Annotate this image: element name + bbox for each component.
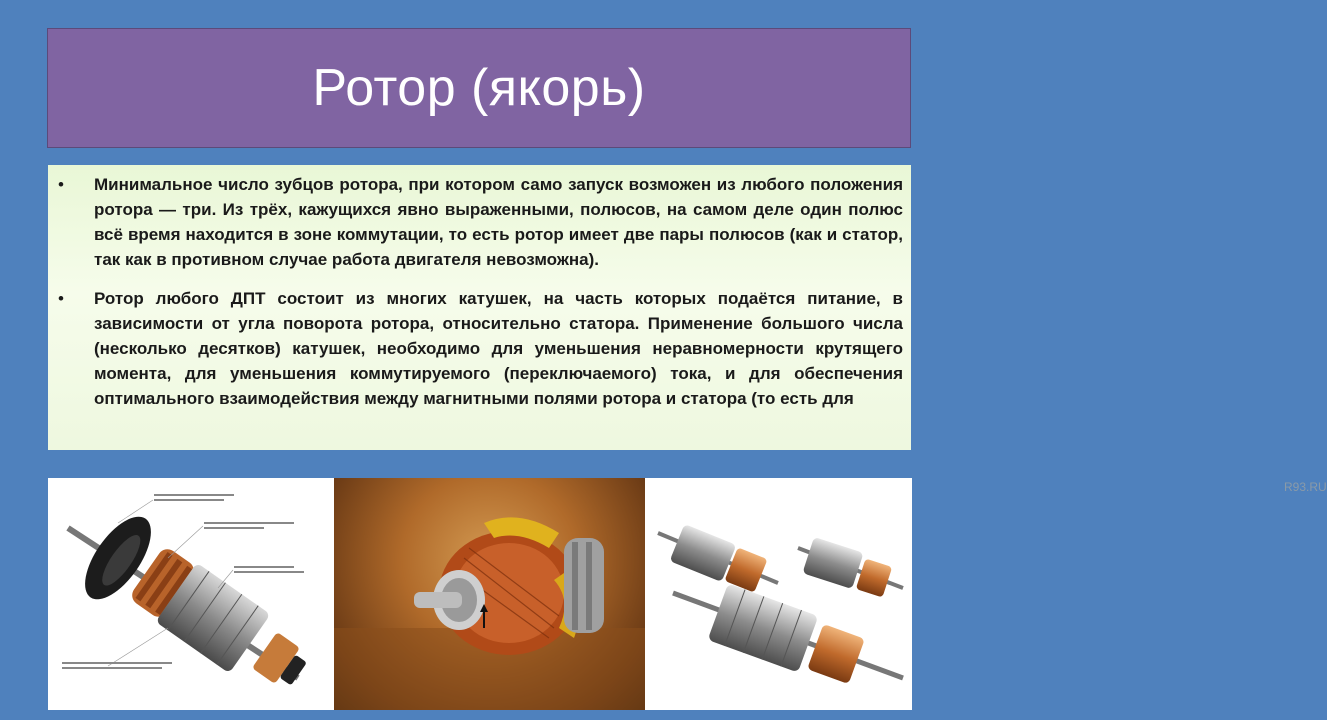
photo-strip [48, 478, 1327, 710]
bullet-text: Ротор любого ДПТ состоит из многих катушек, на часть которых подаётся питание, в зависимости от угла поворота ротора, относительно статора. Применение большого числа (несколько десятков) катушек, необходимо для уменьшения неравномерности крутящего момента, для уменьшения коммутируемого (переключаемого) тока, и для обеспечения оптимального взаимодействия между магнитными полями ротора и статора (то есть для [94, 289, 903, 408]
rotor-diagram-photo [48, 478, 331, 710]
bullet-item [48, 286, 911, 411]
rotor-closeup-graphic [334, 478, 645, 710]
rotor-diagram-graphic [48, 478, 331, 710]
slide-title: Ротор (якорь) [312, 59, 646, 117]
rotors-set-graphic [648, 478, 912, 710]
bullet-marker: • [58, 289, 64, 308]
watermark-text: R93.RU [1284, 480, 1327, 494]
bullet-list [48, 172, 911, 474]
rotors-set-photo [648, 478, 1327, 710]
bullet-marker: • [58, 175, 64, 194]
rotor-closeup-photo [334, 478, 645, 710]
title-bar [47, 28, 911, 148]
bullet-text: Минимальное число зубцов ротора, при котором само запуск возможен из любого положения ротора — три. Из трёх, кажущихся явно выраженными, полюсов, на самом деле один полюс всё время находится в зоне коммутации, то есть ротор имеет две пары полюсов (как и статор, так как в противном случае работа двигателя невозможна). [94, 175, 903, 269]
bullet-item [48, 172, 911, 272]
